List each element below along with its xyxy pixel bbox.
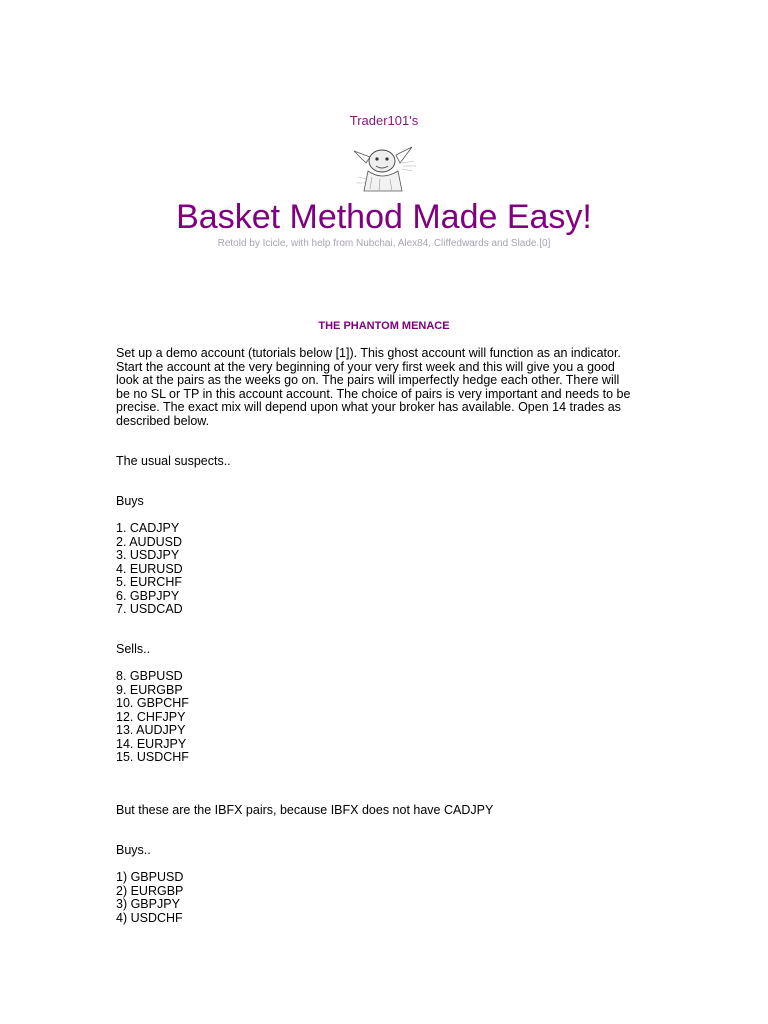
list-item: 4) USDCHF	[116, 910, 183, 925]
sells-list	[116, 670, 189, 765]
list-item: 15. USDCHF	[116, 750, 189, 764]
credits-line: Retold by Icicle, with help from Nubchai, Alex84, Cliffedwards and Slade.[0]	[217, 238, 551, 249]
list-item: 13. AUDJPY	[116, 723, 186, 737]
list-item: 9. EURGBP	[116, 682, 183, 697]
ibfx-buys-list	[116, 871, 183, 925]
list-item: 3) GBPJPY	[116, 897, 180, 911]
intro-line: described below.	[116, 413, 210, 428]
intro-line: precise. The exact mix will depend upon what your broker has available. Open 14 trades as	[116, 400, 621, 414]
ibfx-note: But these are the IBFX pairs, because IBFX does not have CADJPY	[116, 803, 494, 817]
list-item: 1. CADJPY	[116, 521, 180, 535]
intro-line: be no SL or TP in this account account. The choice of pairs is very important and needs to be	[116, 386, 631, 401]
list-item: 3. USDJPY	[116, 548, 180, 562]
list-item: 4. EURUSD	[116, 561, 183, 576]
yoda-sketch-icon	[346, 137, 420, 193]
list-item: 8. GBPUSD	[116, 669, 183, 683]
list-item: 7. USDCAD	[116, 602, 183, 616]
intro-line: Set up a demo account (tutorials below [1]). This ghost account will function as an indicator.	[116, 346, 621, 360]
list-item: 10. GBPCHF	[116, 696, 189, 710]
author-tag: Trader101's	[349, 113, 419, 128]
intro-paragraph	[116, 347, 656, 428]
sells-label: Sells..	[116, 642, 151, 656]
list-item: 1) GBPUSD	[116, 870, 184, 884]
document-title: Basket Method Made Easy!	[176, 198, 592, 236]
list-item: 5. EURCHF	[116, 575, 182, 589]
intro-line: look at the pairs as the weeks go on. The pairs will imperfectly hedge each other. There will	[116, 373, 620, 387]
intro-line: Start the account at the very beginning of your very first week and this will give you a good	[116, 359, 615, 374]
list-item: 14. EURJPY	[116, 736, 187, 751]
section-heading: THE PHANTOM MENACE	[318, 320, 450, 332]
list-item: 12. CHFJPY	[116, 709, 186, 724]
ibfx-buys-label: Buys..	[116, 843, 151, 857]
usual-suspects-text: The usual suspects..	[116, 454, 231, 468]
list-item: 2. AUDUSD	[116, 534, 182, 549]
buys-label: Buys	[116, 494, 144, 508]
list-item: 2) EURGBP	[116, 883, 184, 898]
list-item: 6. GBPJPY	[116, 588, 180, 603]
buys-list	[116, 522, 183, 617]
